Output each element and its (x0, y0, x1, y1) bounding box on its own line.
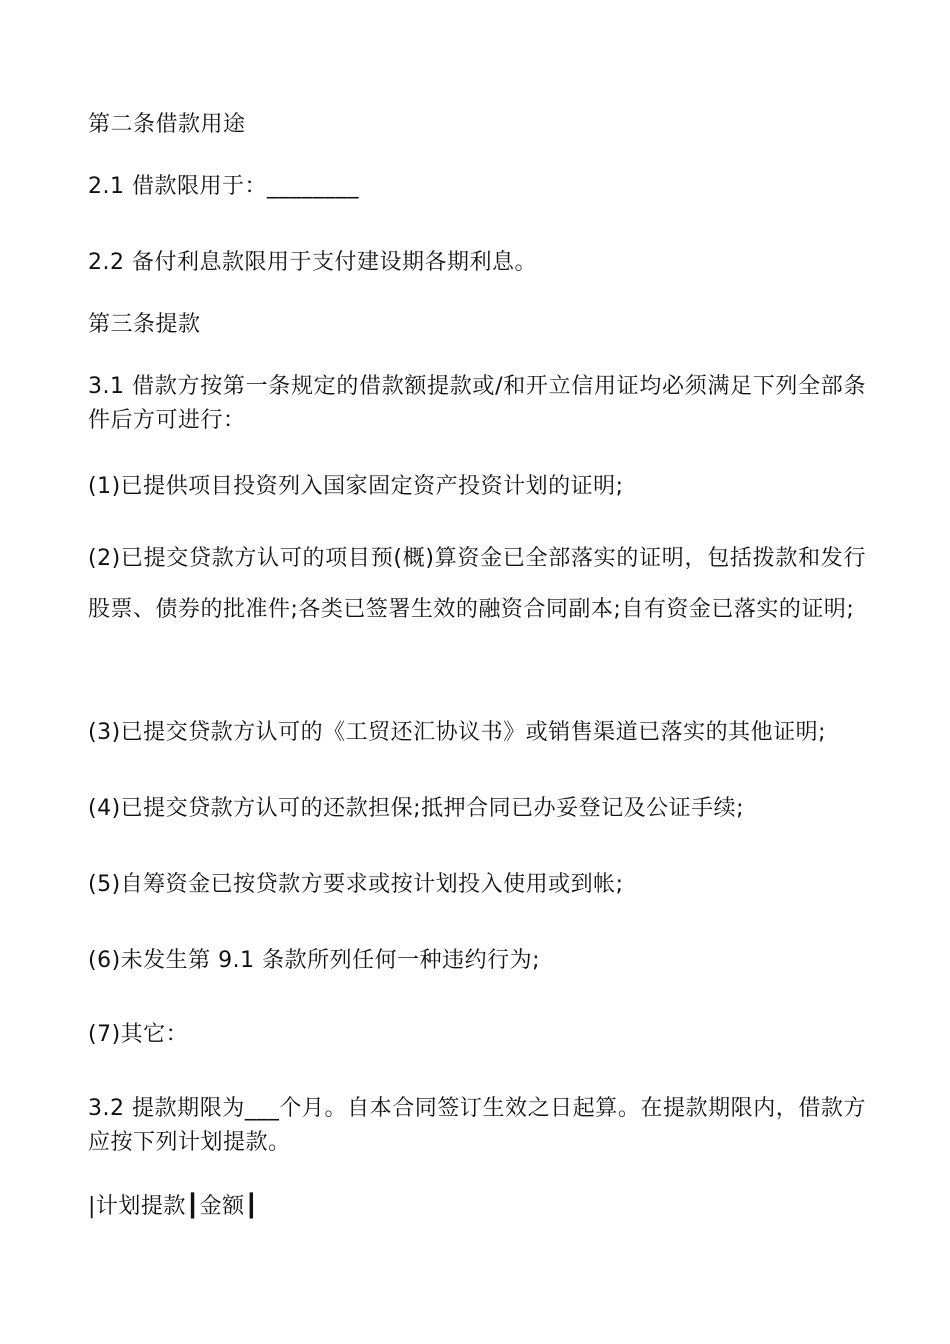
condition-1: (1)已提供项目投资列入国家固定资产投资计划的证明; (88, 474, 624, 499)
article-3-heading: 第三条提款 (88, 312, 201, 337)
table-header-row: |计划提款┃金额┃ (88, 1194, 259, 1219)
clause-2-1: 2.1 借款限用于：________ (88, 174, 359, 199)
condition-2: (2)已提交贷款方认可的项目预(概)算资金已全部落实的证明，包括拨款和发行股票、债券的批准件;各类已签署生效的融资合同副本;自有资金已落实的证明; (88, 546, 866, 622)
clause-2-2: 2.2 备付利息款限用于支付建设期各期利息。 (88, 250, 537, 275)
condition-7: (7)其它： (88, 1022, 189, 1047)
clause-3-2: 3.2 提款期限为___个月。自本合同签订生效之日起算。在提款期限内，借款方应按下列计划提款。 (88, 1096, 866, 1155)
condition-3: (3)已提交贷款方认可的《工贸还汇协议书》或销售渠道已落实的其他证明; (88, 720, 827, 745)
clause-3-1: 3.1 借款方按第一条规定的借款额提款或/和开立信用证均必须满足下列全部条件后方可进行： (88, 374, 866, 433)
article-2-heading: 第二条借款用途 (88, 112, 246, 137)
condition-6: (6)未发生第 9.1 条款所列任何一种违约行为; (88, 948, 541, 973)
condition-4: (4)已提交贷款方认可的还款担保;抵押合同已办妥登记及公证手续; (88, 796, 744, 821)
condition-5: (5)自筹资金已按贷款方要求或按计划投入使用或到帐; (88, 872, 624, 897)
